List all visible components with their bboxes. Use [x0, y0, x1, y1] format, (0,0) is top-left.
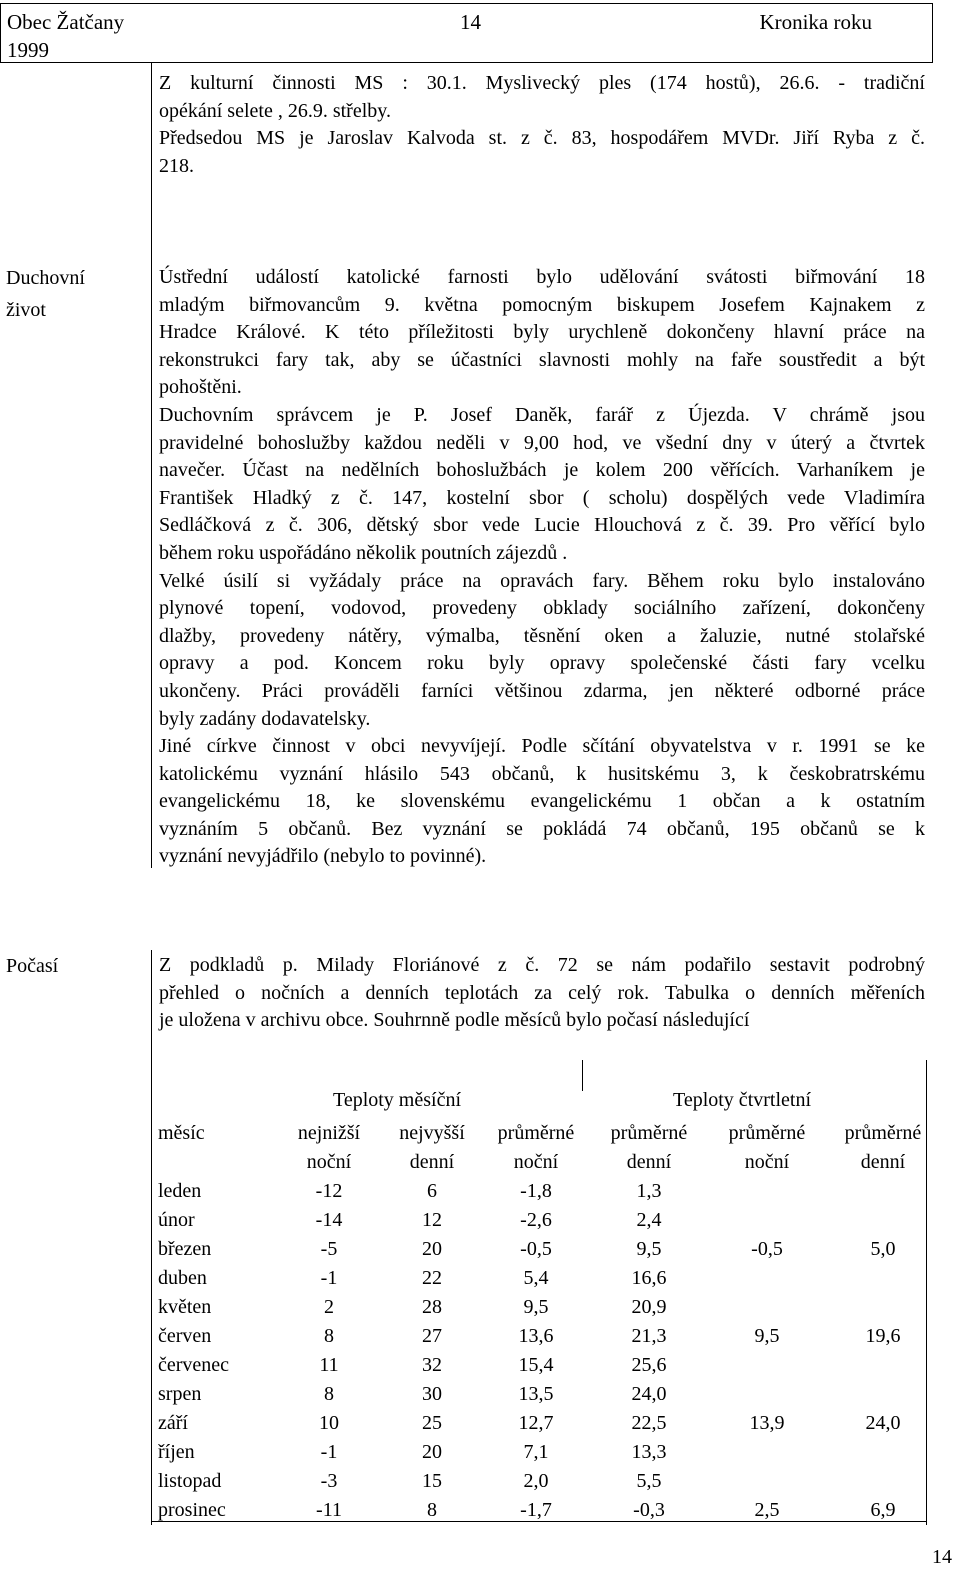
- text-line: vyznáním 5 občanů. Bez vyznání se pokládá 74 občanů, 195 občanů se k: [159, 817, 925, 840]
- text-line: ukončeny. Práci prováděli farníci většinou zdarma, jen některé odborné práce: [159, 679, 925, 702]
- section-label-spiritual: [6, 262, 85, 326]
- table-cell: 13,3: [631, 1440, 667, 1463]
- table-cell: [826, 1437, 940, 1466]
- table-cell: [708, 1176, 826, 1205]
- table-cell: 9,5: [636, 1237, 662, 1260]
- text-line: opékání selete , 26.9. střelby.: [159, 99, 391, 122]
- table-cell: -14: [315, 1208, 343, 1231]
- table-row: [152, 1495, 940, 1524]
- table-header-cell: denní: [860, 1150, 906, 1173]
- text-line: Velké úsilí si vyžádaly práce na opravách fary. Během roku bylo instalováno: [159, 569, 925, 592]
- table-cell: 2,5: [754, 1498, 780, 1521]
- text-line: Duchovním správcem je P. Josef Daněk, farář z Újezda. V chrámě jsou: [159, 403, 925, 426]
- text-line: katolickému vyznání hlásilo 543 občanů, k husitskému 3, k českobratrskému: [159, 762, 925, 785]
- table-cell: -12: [315, 1179, 343, 1202]
- table-cell: 12: [422, 1208, 442, 1231]
- table-row: [152, 1437, 940, 1466]
- table-cell: [708, 1466, 826, 1495]
- table-cell: 7,1: [523, 1440, 549, 1463]
- table-cell: 6: [427, 1179, 437, 1202]
- table-row: [152, 1350, 940, 1379]
- table-header-row: [152, 1147, 940, 1176]
- text-line: rekonstrukci fary tak, aby se účastníci slavnosti mohly na faře soustředit a být: [159, 348, 925, 371]
- table-header-cell: průměrné: [728, 1121, 806, 1144]
- table-cell-month: srpen: [158, 1382, 202, 1405]
- text-line: Jiné církve činnost v obci nevyvíjejí. Podle sčítání obyvatelstva v r. 1991 se ke: [159, 735, 925, 758]
- table-cell-month: listopad: [158, 1469, 222, 1492]
- table-cell: 22,5: [631, 1411, 667, 1434]
- table-cell: [708, 1437, 826, 1466]
- table-header-cell: průměrné: [844, 1121, 922, 1144]
- text-line: 218.: [159, 154, 194, 177]
- table-cell-month: květen: [158, 1295, 212, 1318]
- table-cell: 15,4: [518, 1353, 554, 1376]
- table-cell: [708, 1350, 826, 1379]
- text-line: během roku uspořádáno několik poutních zájezdů .: [159, 541, 568, 564]
- table-cell: 8: [427, 1498, 437, 1521]
- text-line: evangelickému 18, ke slovenskému evangelickému 1 občan a k ostatním: [159, 790, 925, 813]
- table-cell: 8: [324, 1324, 334, 1347]
- text-line: Hradce Králové. K této příležitosti byly urychleně dokončeny hlavní práce na: [159, 321, 925, 344]
- table-cell: [826, 1205, 940, 1234]
- text-line: opravy a pod. Koncem roku byly opravy společenské části fary vcelku: [159, 652, 925, 675]
- table-cell: -0,3: [633, 1498, 665, 1521]
- table-cell: 9,5: [523, 1295, 549, 1318]
- table-cell-month: únor: [158, 1208, 195, 1231]
- header-title: Kronika roku: [759, 10, 872, 34]
- section-label-weather: Počasí: [6, 955, 59, 977]
- table-cell: 6,9: [870, 1498, 896, 1521]
- table-cell: 9,5: [754, 1324, 780, 1347]
- spiritual-paragraph: [159, 264, 925, 871]
- table-cell: [708, 1379, 826, 1408]
- header-year: 1999: [7, 38, 49, 62]
- table-row: [152, 1176, 940, 1205]
- page-header: [0, 3, 933, 63]
- table-cell: [708, 1205, 826, 1234]
- section-label-line: Duchovní: [6, 267, 85, 289]
- text-line: mladým biřmovancům 9. května pomocným biskupem Josefem Kajnakem z: [159, 293, 925, 316]
- table-group-monthly: Teploty měsíční: [333, 1089, 462, 1111]
- table-cell: -0,5: [520, 1237, 552, 1260]
- table-row: [152, 1379, 940, 1408]
- table-cell-month: říjen: [158, 1440, 195, 1463]
- table-cell-month: červen: [158, 1324, 212, 1347]
- table-cell: 20: [422, 1440, 442, 1463]
- table-row: [152, 1321, 940, 1350]
- table-cell: [708, 1292, 826, 1321]
- table-cell: 12,7: [518, 1411, 554, 1434]
- table-cell: [826, 1466, 940, 1495]
- table-row: [152, 1234, 940, 1263]
- table-row: [152, 1408, 940, 1437]
- text-line: Ústřední událostí katolické farnosti bylo udělování svátosti biřmování 18: [159, 266, 925, 288]
- table-cell: 28: [422, 1295, 442, 1318]
- table-cell: 13,6: [518, 1324, 554, 1347]
- table-header-cell: nejnižší: [297, 1121, 361, 1144]
- table-cell: 24,0: [865, 1411, 901, 1434]
- table-cell: -1,7: [520, 1498, 552, 1521]
- header-page-number: 14: [460, 10, 481, 34]
- table-header-cell: [152, 1147, 276, 1176]
- table-cell: [826, 1176, 940, 1205]
- text-line: Z podkladů p. Milady Floriánové z č. 72 se nám podařilo sestavit podrobný: [159, 954, 925, 976]
- text-line: plynové topení, vodovod, provedeny obklady sociálního zařízení, dokončeny: [159, 597, 925, 620]
- text-line: navečer. Účast na nedělních bohoslužbách je kolem 200 věřících. Varhaníkem je: [159, 459, 925, 482]
- table-cell: 2,4: [636, 1208, 662, 1231]
- table-cell: 27: [422, 1324, 442, 1347]
- header-municipality: Obec Žatčany: [7, 10, 125, 34]
- weather-paragraph: [159, 952, 925, 1035]
- table-cell-month: září: [158, 1411, 188, 1434]
- table-cell: 22: [422, 1266, 442, 1289]
- temperature-table: [152, 1118, 940, 1524]
- table-cell: 20,9: [631, 1295, 667, 1318]
- table-cell: -0,5: [751, 1237, 783, 1260]
- table-cell: 16,6: [631, 1266, 667, 1289]
- table-cell: 25: [422, 1411, 442, 1434]
- text-line: František Hladký z č. 147, kostelní sbor ( scholu) dospělých vede Vladimíra: [159, 486, 925, 509]
- table-row: [152, 1292, 940, 1321]
- table-cell: -1: [320, 1266, 338, 1289]
- text-line: pravidelné bohoslužby každou neděli v 9,00 hod, ve všední dny v úterý a čtvrtek: [159, 431, 925, 454]
- table-cell: 19,6: [865, 1324, 901, 1347]
- text-line: Sedláčková z č. 306, dětský sbor vede Lucie Hlouchová z č. 39. Pro věřící bylo: [159, 514, 925, 537]
- table-cell: 1,3: [636, 1179, 662, 1202]
- table-cell: 24,0: [631, 1382, 667, 1405]
- text-line: byly zadány dodavatelsky.: [159, 707, 371, 730]
- table-cell: [826, 1292, 940, 1321]
- table-row: [152, 1263, 940, 1292]
- table-cell: 15: [422, 1469, 442, 1492]
- table-cell: 11: [319, 1353, 339, 1376]
- table-header-cell: nejvyšší: [399, 1121, 465, 1144]
- table-header-cell: denní: [409, 1150, 455, 1173]
- table-cell: 5,5: [636, 1469, 662, 1492]
- table-header-cell: průměrné: [610, 1121, 688, 1144]
- table-group-divider: [582, 1060, 583, 1091]
- table-header-cell: měsíc: [158, 1121, 205, 1144]
- text-line: přehled o nočních a denních teplotách za celý rok. Tabulka o denních měřeních: [159, 981, 925, 1004]
- table-header-row: [152, 1118, 940, 1147]
- text-line: pohoštěni.: [159, 376, 242, 399]
- table-cell: 2: [324, 1295, 334, 1318]
- column-divider-top: [151, 63, 152, 868]
- table-cell: [708, 1263, 826, 1292]
- table-cell: 30: [422, 1382, 442, 1405]
- table-header-cell: průměrné: [497, 1121, 575, 1144]
- table-group-quarterly: Teploty čtvrtletní: [673, 1089, 812, 1111]
- text-line: vyznání nevyjádřilo (nebylo to povinné).: [159, 845, 487, 868]
- table-cell: -1,8: [520, 1179, 552, 1202]
- table-cell: 10: [319, 1411, 339, 1434]
- text-line: Předsedou MS je Jaroslav Kalvoda st. z č. 83, hospodářem MVDr. Jiří Ryba z č.: [159, 127, 925, 150]
- text-line: Z kulturní činnosti MS : 30.1. Myslivecký ples (174 hostů), 26.6. - tradiční: [159, 72, 925, 94]
- hunting-paragraph: [159, 70, 925, 180]
- table-cell: 2,0: [523, 1469, 549, 1492]
- table-cell: 13,5: [518, 1382, 554, 1405]
- table-header-cell: noční: [306, 1150, 352, 1173]
- table-cell: 5,4: [523, 1266, 549, 1289]
- table-cell: 13,9: [749, 1411, 785, 1434]
- text-line: je uložena v archivu obce. Souhrnně podle měsíců bylo počasí následující: [159, 1009, 750, 1032]
- table-row: [152, 1205, 940, 1234]
- table-cell-month: leden: [158, 1179, 202, 1202]
- text-line: dlažby, provedeny nátěry, výmalba, těsnění oken a žaluzie, nutné stolařské: [159, 624, 925, 647]
- table-cell: -5: [320, 1237, 338, 1260]
- table-cell: 21,3: [631, 1324, 667, 1347]
- table-cell: -1: [320, 1440, 338, 1463]
- table-cell-month: duben: [158, 1266, 207, 1289]
- table-header-cell: denní: [626, 1150, 672, 1173]
- section-label-line: život: [6, 299, 46, 321]
- table-cell-month: prosinec: [158, 1498, 226, 1521]
- table-cell: [826, 1263, 940, 1292]
- table-cell: [826, 1350, 940, 1379]
- table-cell: 20: [422, 1237, 442, 1260]
- table-cell-month: červenec: [158, 1353, 230, 1376]
- table-row: [152, 1466, 940, 1495]
- table-cell: 8: [324, 1382, 334, 1405]
- footer-page-number: 14: [932, 1546, 952, 1568]
- table-cell: 32: [422, 1353, 442, 1376]
- table-cell: 25,6: [631, 1353, 667, 1376]
- table-header-cell: noční: [513, 1150, 559, 1173]
- table-cell: -2,6: [520, 1208, 552, 1231]
- table-cell: 5,0: [870, 1237, 896, 1260]
- table-header-cell: noční: [744, 1150, 790, 1173]
- table-cell: -11: [316, 1498, 342, 1521]
- table-cell: [826, 1379, 940, 1408]
- table-cell: -3: [320, 1469, 338, 1492]
- table-cell-month: březen: [158, 1237, 212, 1260]
